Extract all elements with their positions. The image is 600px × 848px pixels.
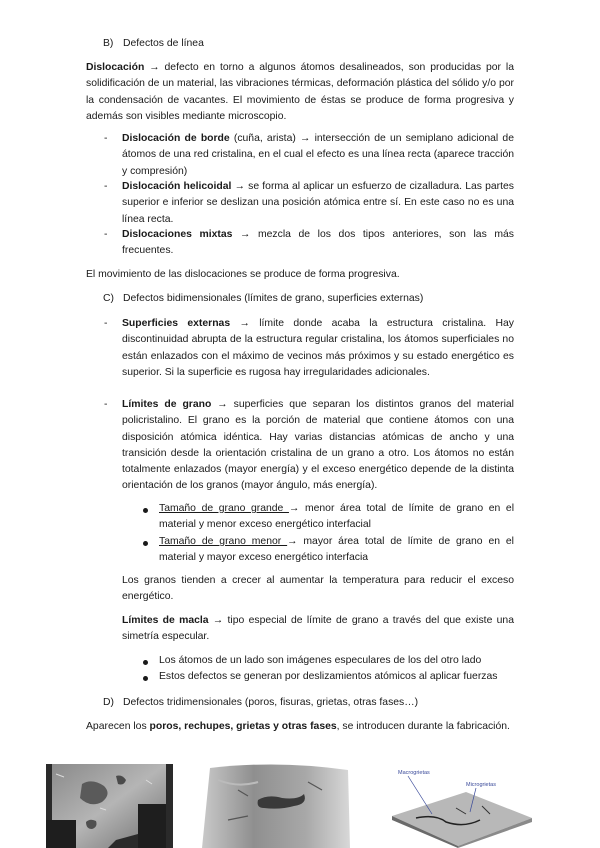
section-b-label: B) xyxy=(103,38,114,49)
casting-defect-photo xyxy=(46,764,173,848)
macla-paragraph xyxy=(122,613,514,646)
bullet-dot xyxy=(143,508,148,513)
list-item-macla-2: Estos defectos se generan por deslizamientos atómicos al aplicar fuerzas xyxy=(159,671,498,682)
list-item-screw-dislocation xyxy=(122,179,514,228)
large-grain-term: Tamaño de grano grande xyxy=(159,503,289,514)
list-item-macla-1: Los átomos de un lado son imágenes especulares de los del otro lado xyxy=(159,655,482,666)
list-dash: - xyxy=(104,318,108,329)
cracks-diagram xyxy=(386,762,536,848)
movement-paragraph: El movimiento de las dislocaciones se produce de forma progresiva. xyxy=(86,269,400,280)
list-item-external-surfaces xyxy=(122,316,514,381)
macro-label: Macrogrietas xyxy=(398,770,430,776)
three-d-pre: Aparecen los xyxy=(86,721,150,732)
dislocacion-term: Dislocación xyxy=(86,62,145,73)
mixed-dislocation-text: → mezcla de los dos tipos anteriores, son las más frecuentes. xyxy=(122,229,514,257)
grain-growth-paragraph: Los granos tienden a crecer al aumentar la temperatura para reducir el exceso energético. xyxy=(122,575,514,603)
section-d-title: Defectos tridimensionales (poros, fisuras, grietas, otras fases…) xyxy=(123,697,419,708)
edge-dislocation-text: (cuña, arista) → intersección de un semiplano adicional de átomos de una red cristalina, en el cual el efecto es una línea recta (aparece tracción y compresión) xyxy=(122,133,514,177)
list-dash: - xyxy=(104,229,108,240)
screw-dislocation-term: Dislocación helicoidal xyxy=(122,181,232,192)
three-d-bold: poros, rechupes, grietas y otras fases xyxy=(149,721,337,732)
list-item-large-grain xyxy=(159,501,514,534)
external-surfaces-text: → límite donde acaba la estructura cristalina. Hay discontinuidad abrupta de la estructura regular cristalina, los átomos superficiales no están enlazados con el máximo de vecinos más próximos y su estado energético es superior. Si la superficie es rugosa hay irregularidades adicionales. xyxy=(122,318,514,378)
screw-dislocation-text: → se forma al aplicar un esfuerzo de cizalladura. Las partes superior e inferior se deslizan una posición atómica entre sí. En este caso no es una línea recta. xyxy=(122,181,514,225)
bullet-dot xyxy=(143,541,148,546)
section-c-label: C) xyxy=(103,293,114,304)
list-dash: - xyxy=(104,181,108,192)
cylinder-cracks-photo xyxy=(198,760,356,848)
list-item-edge-dislocation xyxy=(122,131,514,180)
section-d-label: D) xyxy=(103,697,114,708)
grain-boundaries-term: Límites de grano xyxy=(122,399,212,410)
macla-text: → tipo especial de límite de grano a través del que existe una simetría especular. xyxy=(122,615,514,643)
list-item-grain-boundaries xyxy=(122,397,514,495)
section-c-title: Defectos bidimensionales (límites de grano, superficies externas) xyxy=(123,293,424,304)
macla-term: Límites de macla xyxy=(122,615,209,626)
small-grain-text: → mayor área total de límite de grano en el material y mayor exceso energético interfacia xyxy=(159,536,514,564)
edge-dislocation-term: Dislocación de borde xyxy=(122,133,230,144)
dislocacion-text: → defecto en torno a algunos átomos desalineados, son producidas por la solidificación de un material, las vibraciones térmicas, deformación plástica del sólido y/o por la condensación de vacantes. El movimiento de éstas se produce de forma progresiva y además son visibles mediante microscopio. xyxy=(86,62,514,122)
grain-boundaries-text: → superficies que separan los distintos granos del material policristalino. El grano es la porción de material que contiene átomos con una disposición atómica idéntica. Hay varias distancias atómicas de ancho y una transición desde la orientación cristalina de un grano a otro. Los átomos no están totalmente enlazados (mayor energía) y el exceso energético depende de la distinta orientación de los granos (mayor ángulo, más energía). xyxy=(122,399,514,492)
three-d-post: , se introducen durante la fabricación. xyxy=(336,721,510,732)
bullet-dot xyxy=(143,676,148,681)
micro-label: Microgrietas xyxy=(466,782,496,788)
mixed-dislocation-term: Dislocaciones mixtas xyxy=(122,229,233,240)
list-item-mixed-dislocation xyxy=(122,227,514,260)
dislocacion-paragraph xyxy=(86,60,514,125)
list-item-small-grain xyxy=(159,534,514,567)
three-d-paragraph xyxy=(86,719,514,735)
list-dash: - xyxy=(104,133,108,144)
bullet-dot xyxy=(143,660,148,665)
small-grain-term: Tamaño de grano menor xyxy=(159,536,288,547)
large-grain-text: → menor área total de límite de grano en el material y menor exceso energético interfacial xyxy=(159,503,515,531)
section-b-title: Defectos de línea xyxy=(123,38,204,49)
external-surfaces-term: Superficies externas xyxy=(122,318,231,329)
list-dash: - xyxy=(104,399,108,410)
